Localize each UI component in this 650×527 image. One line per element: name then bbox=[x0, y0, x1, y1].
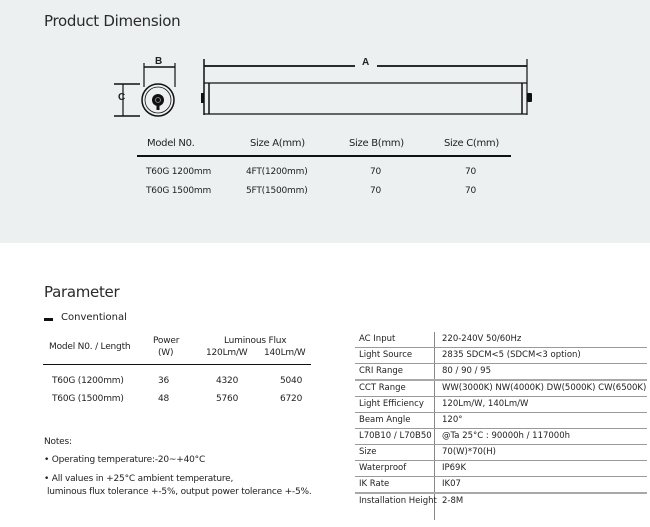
cell-flux-120: 4320 bbox=[216, 376, 239, 386]
parameter-subtitle: Conventional bbox=[61, 312, 127, 323]
param-header-rule bbox=[43, 364, 311, 365]
spec-key: CCT Range bbox=[359, 383, 406, 393]
spec-key: Light Efficiency bbox=[359, 399, 424, 409]
bullet-bar-icon bbox=[44, 318, 53, 321]
cell-size-a: 4FT(1200mm) bbox=[246, 167, 308, 177]
spec-key: Waterproof bbox=[359, 463, 407, 473]
cell-flux-140: 6720 bbox=[280, 394, 303, 404]
spec-row bbox=[355, 445, 647, 461]
tube-side-view-diagram bbox=[200, 55, 540, 125]
cell-flux-140: 5040 bbox=[280, 376, 303, 386]
param-header-power: Power bbox=[153, 336, 180, 346]
cell-model: T60G 1200mm bbox=[146, 167, 212, 177]
spec-row bbox=[355, 364, 647, 380]
spec-row bbox=[355, 381, 647, 397]
dimension-header-size-a: Size A(mm) bbox=[250, 138, 305, 149]
cell-model: T60G 1500mm bbox=[146, 186, 212, 196]
dimension-label-b: B bbox=[155, 56, 163, 67]
spec-key: Beam Angle bbox=[359, 415, 411, 425]
cell-size-b: 70 bbox=[370, 186, 382, 196]
spec-key: IK Rate bbox=[359, 479, 390, 489]
cell-size-a: 5FT(1500mm) bbox=[246, 186, 308, 196]
note-item: • All values in +25°C ambient temperature, bbox=[44, 474, 234, 484]
param-header-model: Model N0. / Length bbox=[49, 342, 131, 352]
note-item: luminous flux tolerance +-5%, output power tolerance +-5%. bbox=[47, 487, 312, 497]
dimension-header-rule bbox=[137, 155, 511, 157]
spec-key: L70B10 / L70B50 bbox=[359, 431, 432, 441]
dimension-label-c: C bbox=[118, 92, 126, 103]
cell-size-c: 70 bbox=[465, 167, 477, 177]
spec-key: CRI Range bbox=[359, 366, 403, 376]
spec-row bbox=[355, 332, 647, 348]
spec-row bbox=[355, 397, 647, 413]
spec-row bbox=[355, 348, 647, 364]
spec-key: Light Source bbox=[359, 350, 413, 360]
spec-key: Size bbox=[359, 447, 377, 457]
cell-size-c: 70 bbox=[465, 186, 477, 196]
spec-value: 80 / 90 / 95 bbox=[442, 366, 491, 376]
parameter-title: Parameter bbox=[44, 283, 120, 301]
cell-model: T60G (1500mm) bbox=[52, 394, 124, 404]
cell-size-b: 70 bbox=[370, 167, 382, 177]
dimension-label-a: A bbox=[362, 57, 370, 68]
cell-power: 48 bbox=[158, 394, 170, 404]
spec-value: IK07 bbox=[442, 479, 461, 489]
dimension-header-model: Model N0. bbox=[147, 138, 195, 149]
spec-key: AC Input bbox=[359, 334, 396, 344]
param-header-flux-120: 120Lm/W bbox=[206, 348, 248, 358]
spec-value: 220-240V 50/60Hz bbox=[442, 334, 522, 344]
note-item: • Operating temperature:-20~+40°C bbox=[44, 455, 206, 465]
spec-key: Installation Height bbox=[359, 496, 437, 506]
dimension-header-size-b: Size B(mm) bbox=[349, 138, 404, 149]
tube-end-view-diagram bbox=[110, 55, 190, 125]
spec-row bbox=[355, 413, 647, 429]
spec-value: 120° bbox=[442, 415, 463, 425]
dimension-title: Product Dimension bbox=[44, 12, 181, 30]
spec-row bbox=[355, 461, 647, 477]
spec-value: IP69K bbox=[442, 463, 467, 473]
spec-row bbox=[355, 477, 647, 493]
spec-value: WW(3000K) NW(4000K) DW(5000K) CW(6500K) bbox=[442, 383, 647, 393]
spec-value: 2-8M bbox=[442, 496, 464, 506]
dimension-header-size-c: Size C(mm) bbox=[444, 138, 499, 149]
cell-power: 36 bbox=[158, 376, 170, 386]
spec-row bbox=[355, 429, 647, 445]
spec-value: 70(W)*70(H) bbox=[442, 447, 496, 457]
cell-flux-120: 5760 bbox=[216, 394, 239, 404]
spec-row bbox=[355, 494, 647, 510]
param-header-power-unit: (W) bbox=[158, 348, 174, 358]
spec-value: 2835 SDCM<5 (SDCM<3 option) bbox=[442, 350, 581, 360]
cell-model: T60G (1200mm) bbox=[52, 376, 124, 386]
param-header-flux: Luminous Flux bbox=[224, 336, 287, 346]
spec-value: @Ta 25°C : 90000h / 117000h bbox=[442, 431, 570, 441]
param-header-flux-140: 140Lm/W bbox=[264, 348, 306, 358]
spec-value: 120Lm/W, 140Lm/W bbox=[442, 399, 529, 409]
notes-title: Notes: bbox=[44, 437, 72, 447]
